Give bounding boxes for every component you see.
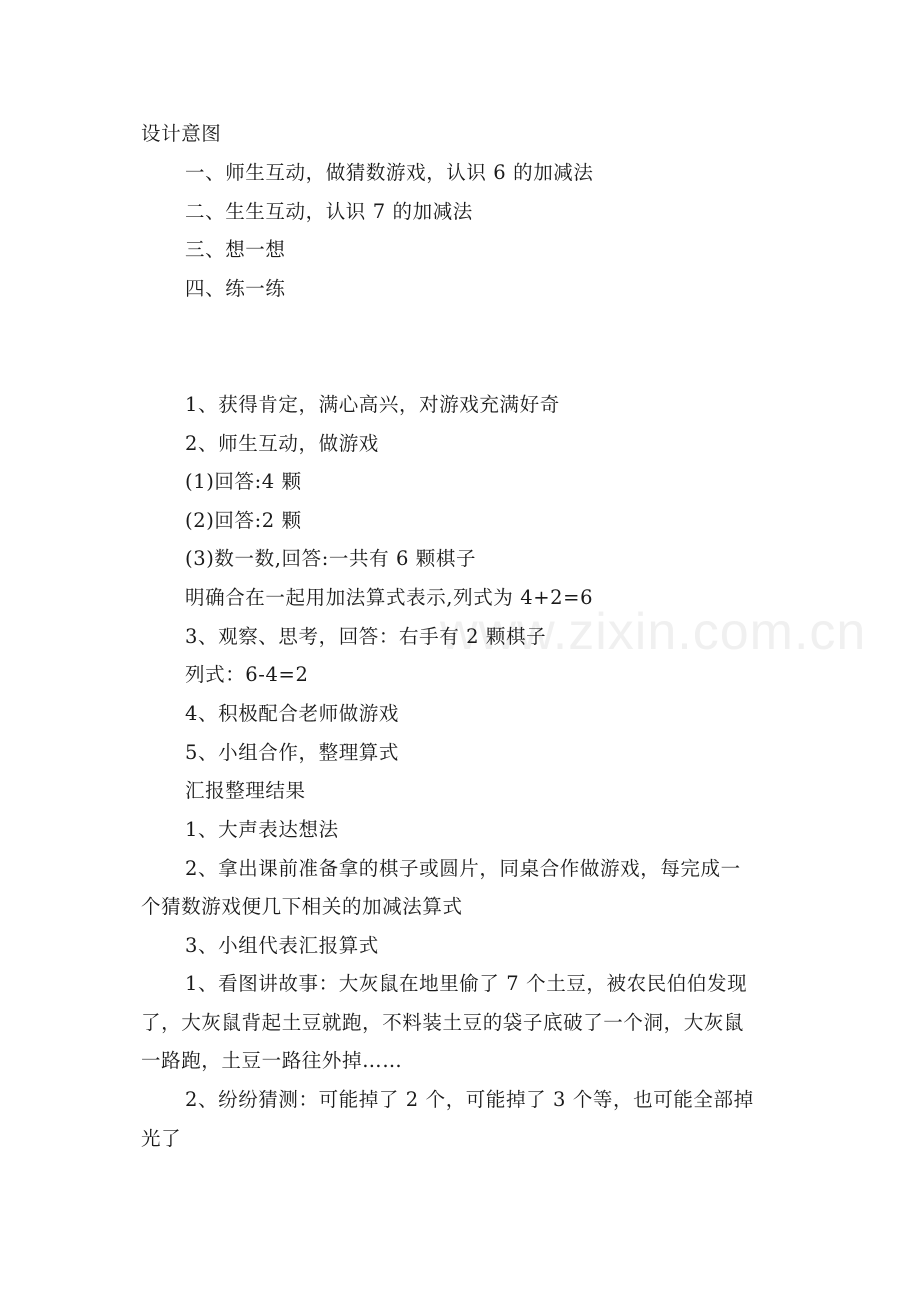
paragraph-line: 光了: [141, 1127, 182, 1150]
paragraph-line: 2、纷纷猜测：可能掉了 2 个，可能掉了 3 个等，也可能全部掉: [185, 1088, 754, 1111]
paragraph-line: 4、积极配合老师做游戏: [185, 702, 400, 725]
paragraph-line: 了，大灰鼠背起土豆就跑，不料装土豆的袋子底破了一个洞，大灰鼠: [141, 1011, 745, 1034]
paragraph-line: 汇报整理结果: [185, 779, 306, 802]
paragraph-line: 2、师生互动，做游戏: [185, 432, 379, 455]
section-heading: 设计意图: [141, 122, 222, 145]
paragraph-line: 个猜数游戏便几下相关的加减法算式: [141, 895, 463, 918]
watermark-text: www.zixin.com.cn: [440, 603, 867, 661]
paragraph-line: 一路跑，土豆一路往外掉……: [141, 1049, 403, 1072]
paragraph-line: 3、小组代表汇报算式: [185, 934, 379, 957]
outline-item: 四、练一练: [185, 277, 286, 300]
outline-item: 二、生生互动，认识 7 的加减法: [185, 200, 473, 223]
paragraph-line: 3、观察、思考，回答：右手有 2 颗棋子: [185, 625, 547, 648]
paragraph-line: (3)数一数,回答:一共有 6 颗棋子: [185, 547, 477, 570]
paragraph-line: 1、获得肯定，满心高兴，对游戏充满好奇: [185, 393, 560, 416]
paragraph-line: 2、拿出课前准备拿的棋子或圆片，同桌合作做游戏，每完成一: [185, 857, 741, 880]
outline-item: 一、师生互动，做猜数游戏，认识 6 的加减法: [185, 161, 594, 184]
paragraph-line: 1、看图讲故事：大灰鼠在地里偷了 7 个土豆，被农民伯伯发现: [185, 972, 748, 995]
outline-item: 三、想一想: [185, 238, 286, 261]
paragraph-line: 1、大声表达想法: [185, 818, 339, 841]
paragraph-line: (2)回答:2 颗: [185, 509, 302, 532]
paragraph-line: (1)回答:4 颗: [185, 470, 302, 493]
paragraph-line: 5、小组合作，整理算式: [185, 741, 400, 764]
paragraph-line: 列式：6-4=2: [185, 663, 309, 686]
paragraph-line: 明确合在一起用加法算式表示,列式为 4+2=6: [185, 586, 594, 609]
